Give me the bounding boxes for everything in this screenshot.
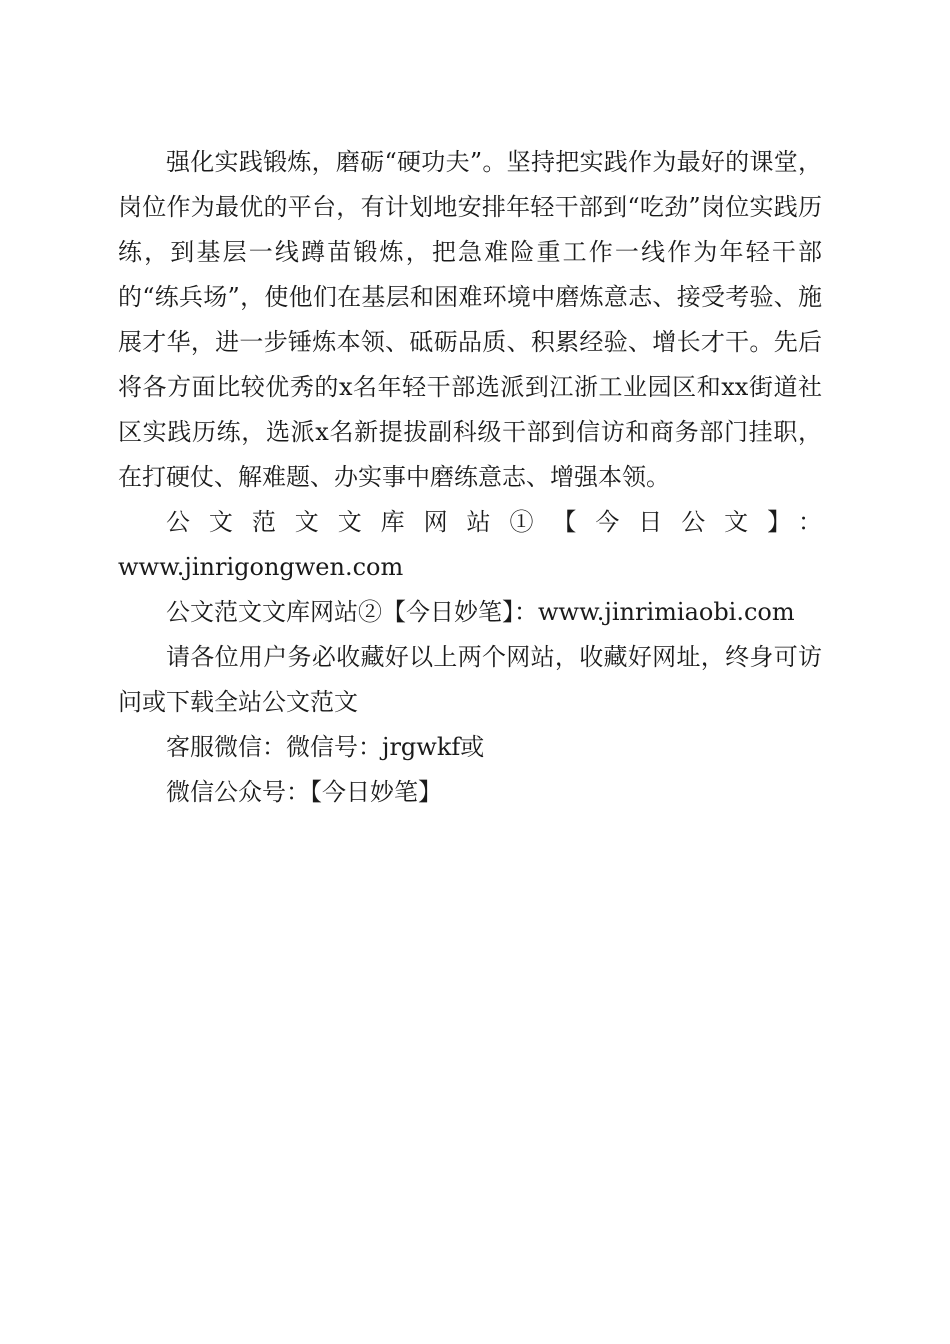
site-2-line: 公文范文文库网站②【今日妙笔】：www.jinrimiaobi.com xyxy=(166,598,795,626)
notice-paragraph: 请各位用户务必收藏好以上两个网站，收藏好网址，终身可访问或下载全站公文范文 xyxy=(118,643,822,716)
body-paragraph: 强化实践锻炼，磨砺“硬功夫”。坚持把实践作为最好的课堂，岗位作为最优的平台，有计划地安排年轻干部到“吃劲”岗位实践历练，到基层一线蹲苗锻炼，把急难险重工作一线作为年轻干部的“练兵场”，使他们在基层和困难环境中磨炼意志、接受考验、施展才华，进一步锤炼本领、砥砺品质、积累经验、增长才干。先后将各方面比较优秀的x名年轻干部选派到江浙工业园区和xx街道社区实践历练，选派x名新提拔副科级干部到信访和商务部门挂职，在打硬仗、解难题、办实事中磨练意志、增强本领。 xyxy=(118,148,822,491)
site-1-label: 公文范文文库网站①【今日公文】： xyxy=(166,508,822,536)
wechat-id-line: 客服微信：微信号：jrgwkf或 xyxy=(166,733,485,761)
document-page xyxy=(118,140,822,815)
site-1-url: www.jinrigongwen.com xyxy=(118,553,404,581)
wechat-official-line: 微信公众号：【今日妙笔】 xyxy=(166,778,442,806)
